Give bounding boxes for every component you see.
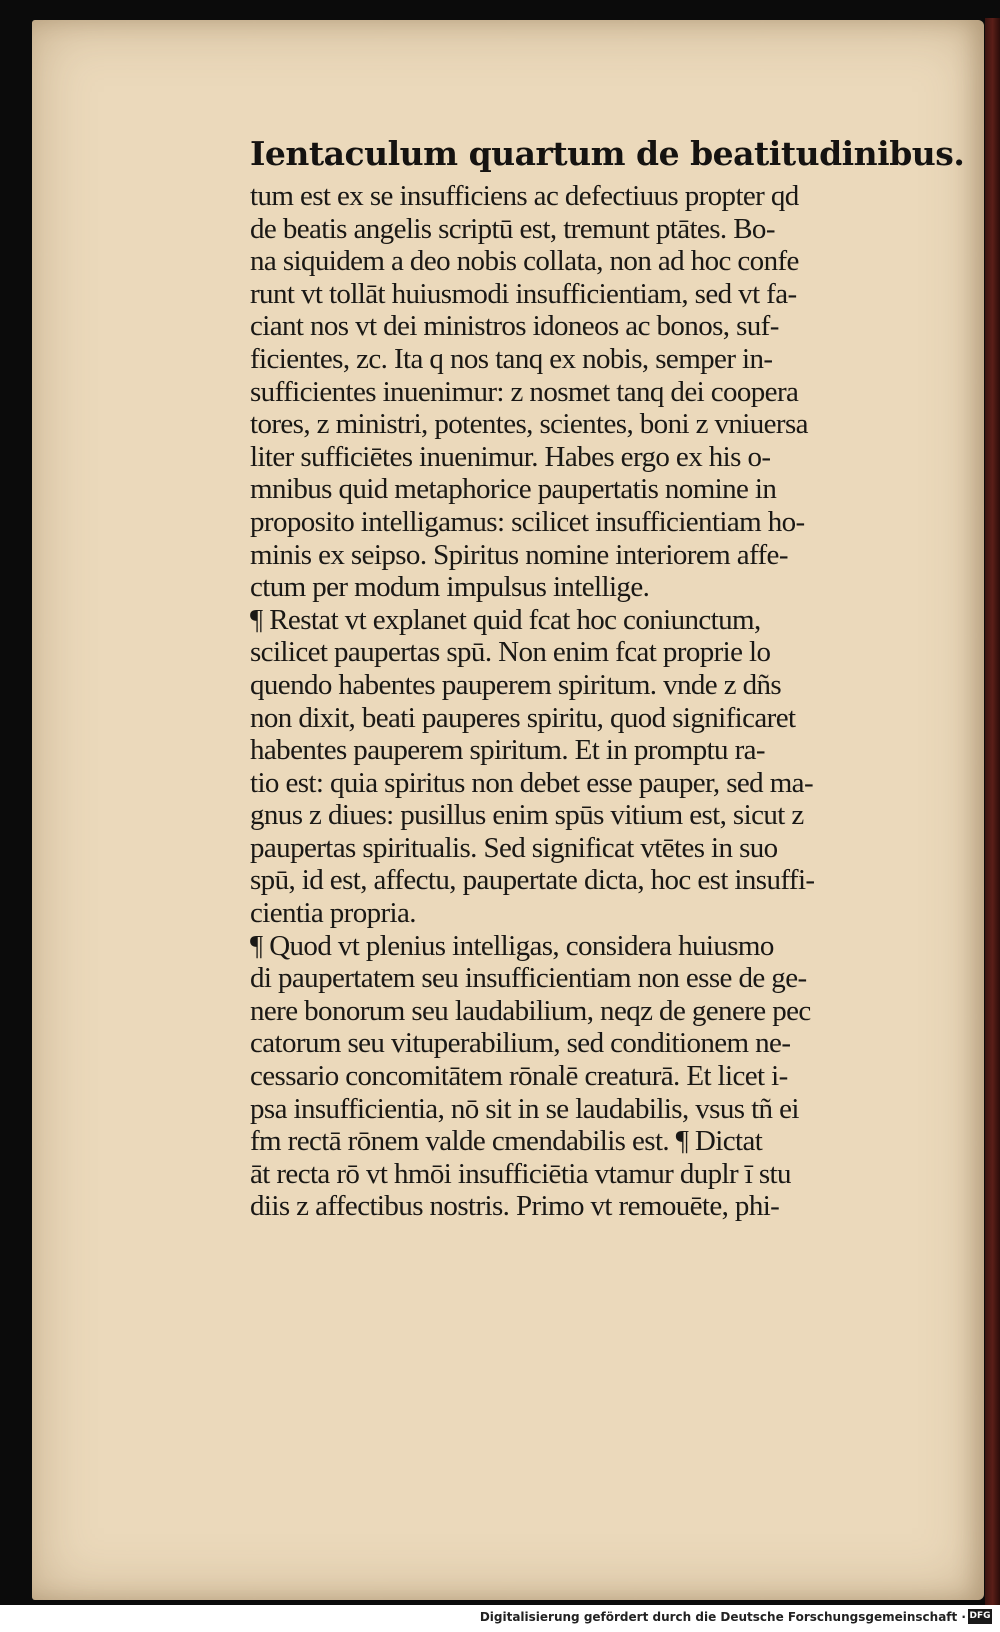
running-head: Ientaculum quartum de beatitudinibus. — [250, 134, 965, 173]
text-line: proposito intelligamus: scilicet insufficientiam ho- — [250, 505, 805, 538]
text-line: mnibus quid metaphorice paupertatis nomine in — [250, 473, 777, 506]
text-line: habentes pauperem spiritum. Et in promptu ra- — [250, 734, 765, 767]
text-line: ¶ Quod vt plenius intelligas, considera huiusmo — [250, 929, 774, 962]
text-line: ciant nos vt dei ministros idoneos ac bonos, suf- — [250, 310, 779, 343]
text-line: ¶ Restat vt explanet quid fcat hoc coniunctum, — [250, 603, 761, 636]
body-text — [250, 180, 962, 1223]
text-line: minis ex seipso. Spiritus nomine interiorem affe- — [250, 538, 788, 571]
text-line: cientia propria. — [250, 897, 416, 930]
text-line: runt vt tollāt huiusmodi insufficientiam, sed vt fa- — [250, 277, 797, 310]
text-line: ctum per modum impulsus intellige. — [250, 571, 650, 604]
text-line: de beatis angelis scriptū est, tremunt ptātes. Bo- — [250, 212, 775, 245]
text-line: fm rectā rōnem valde cmendabilis est. ¶ Dictat — [250, 1125, 763, 1158]
text-line: paupertas spiritualis. Sed significat vtētes in suo — [250, 831, 778, 864]
text-line: diis z affectibus nostris. Primo vt remouēte, phi- — [250, 1190, 780, 1223]
text-line: gnus z diues: pusillus enim spūs vitium est, sicut z — [250, 799, 804, 832]
text-line: tum est ex se insufficiens ac defectiuus propter qd — [250, 180, 799, 212]
text-line: nere bonorum seu laudabilium, neqz de genere pec — [250, 994, 811, 1027]
text-line: di paupertatem seu insufficientiam non esse de ge- — [250, 962, 807, 995]
text-line: catorum seu vituperabilium, sed conditionem ne- — [250, 1027, 791, 1060]
text-line: ficientes, zc. Ita q nos tanq ex nobis, semper in- — [250, 342, 773, 375]
text-line: non dixit, beati pauperes spiritu, quod significaret — [250, 701, 796, 734]
text-line: tio est: quia spiritus non debet esse pauper, sed ma- — [250, 766, 814, 799]
text-line: sufficientes inuenimur: z nosmet tanq dei coopera — [250, 375, 799, 408]
text-line: tores, z ministri, potentes, scientes, boni z vniuersa — [250, 408, 808, 441]
binding-board — [985, 18, 1000, 1605]
text-line: āt recta rō vt hmōi insufficiētia vtamur duplr ī stu — [250, 1157, 791, 1190]
dfg-logo: DFG — [968, 1609, 992, 1624]
text-line: psa insufficientia, nō sit in se laudabilis, vsus tñ ei — [250, 1092, 799, 1125]
text-line: scilicet paupertas spū. Non enim fcat proprie lo — [250, 636, 771, 669]
text-line: liter sufficiētes inuenimur. Habes ergo ex his o- — [250, 440, 771, 473]
text-line: cessario concomitātem rōnalē creaturā. Et licet i- — [250, 1060, 788, 1093]
text-block — [250, 130, 965, 1223]
text-line: quendo habentes pauperem spiritum. vnde z dñs — [250, 668, 782, 701]
text-line: na siquidem a deo nobis collata, non ad hoc confe — [250, 245, 799, 278]
text-line: spū, id est, affectu, paupertate dicta, hoc est insuffi- — [250, 864, 815, 897]
digitization-credit: Digitalisierung gefördert durch die Deutsche Forschungsgemeinschaft · — [479, 1610, 966, 1624]
